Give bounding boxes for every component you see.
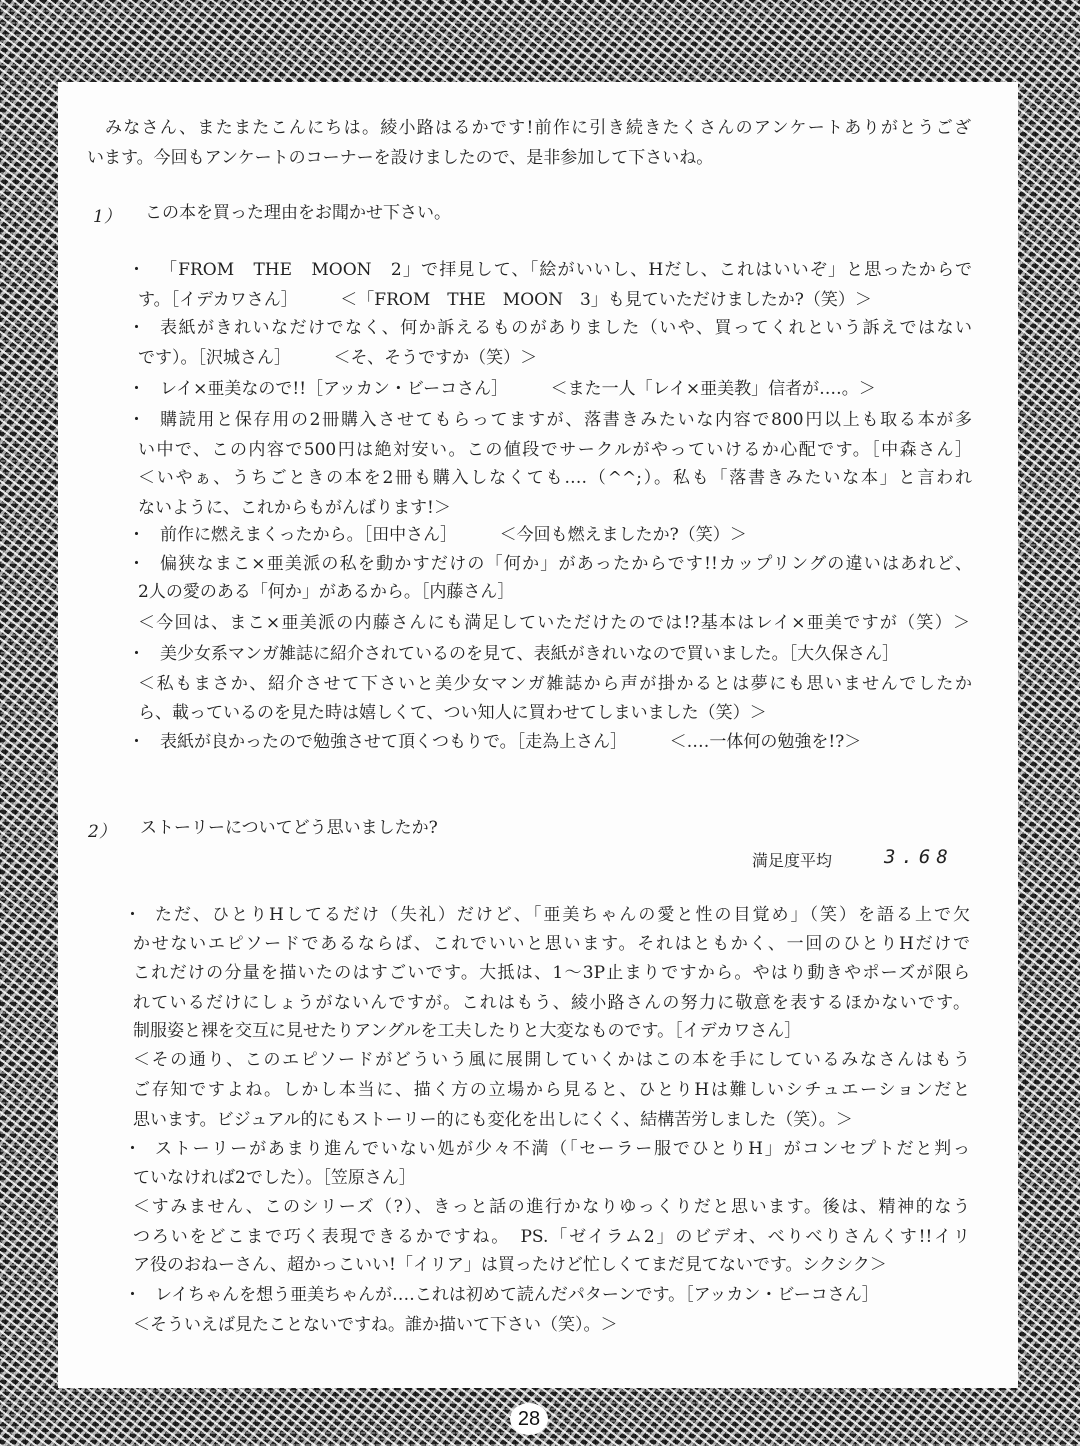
bullet: ・	[128, 379, 145, 399]
satisfaction-label: 満足度平均	[752, 851, 833, 870]
answer-line: す。［イデカワさん］ ＜「FROM THE MOON 3」も見ていただけましたか?（笑）＞	[138, 290, 872, 310]
answer-line: れているだけにしょうがないんですが。これはもう、綾小路さんの努力に敬意を表するほかないです。	[133, 993, 970, 1013]
answer-line: 美少女系マンガ雑誌に紹介されているのを見て、表紙がきれいなので買いました。［大久保さん］	[160, 644, 900, 664]
answer-line: 表紙がきれいなだけでなく、何か訴えるものがありました（いや、買ってくれという訴えではない	[160, 318, 972, 338]
answer-line: 前作に燃えまくったから。［田中さん］ ＜今回も燃えましたか?（笑）＞	[160, 525, 747, 545]
bullet: ・	[124, 1285, 141, 1305]
intro-line: みなさん、またまたこんにちは。綾小路はるかです!前作に引き続きたくさんのアンケートありがとうござ	[105, 118, 971, 138]
comment-line: ＜その通り、このエピソードがどういう風に展開していくかはこの本を手にしているみなさんはもう	[133, 1050, 970, 1070]
comment-line: ら、載っているのを見た時は嬉しくて、つい知人に買わせてしまいました（笑）＞	[138, 703, 767, 723]
answer-line: ストーリーがあまり進んでいない処が少々不満（「セーラー服でひとりH」がコンセプトだと判っ	[155, 1139, 970, 1159]
answer-line: 購読用と保存用の2冊購入させてもらってますが、落書きみたいな内容で800円以上も取る本が多	[160, 410, 972, 430]
question-number: 2）	[88, 822, 116, 842]
comment-line: ＜そういえば見たことないですね。誰か描いて下さい（笑）。＞	[133, 1315, 618, 1335]
answer-line: 表紙が良かったので勉強させて頂くつもりで。［走為上さん］ ＜‥‥一体何の勉強を!?＞	[160, 732, 862, 752]
comment-line: 思います。ビジュアル的にもストーリー的にも変化を出しにくく、結構苦労しました（笑）。＞	[133, 1110, 853, 1130]
question-number: 1）	[93, 207, 121, 227]
bullet: ・	[124, 905, 141, 925]
bullet: ・	[128, 260, 145, 280]
bullet: ・	[128, 525, 145, 545]
question-text: ストーリーについてどう思いましたか?	[140, 818, 438, 838]
answer-line: 制服姿と裸を交互に見せたりアングルを工夫したりと大変なものです。［イデカワさん］	[133, 1021, 802, 1041]
answer-line: かせないエピソードであるならば、これでいいと思います。それはともかく、一回のひとりHだけで	[133, 934, 970, 954]
question-text: この本を買った理由をお聞かせ下さい。	[145, 203, 451, 223]
bullet: ・	[128, 554, 145, 574]
page-number: 28	[510, 1403, 548, 1435]
answer-line: 偏狭なまこ×亜美派の私を動かすだけの「何か」があったからです!!カップリングの違いはあれど、	[160, 554, 972, 574]
answer-line: 「FROM THE MOON 2」で拝見して、「絵がいいし、Hだし、これはいいぞ」と思ったからで	[160, 260, 972, 280]
bullet: ・	[128, 644, 145, 664]
answer-line: レイちゃんを想う亜美ちゃんが‥‥これは初めて読んだパターンです。［アッカン・ビーコさん］	[155, 1285, 879, 1305]
answer-line: ただ、ひとりHしてるだけ（失礼）だけど、「亜美ちゃんの愛と性の目覚め」（笑）を語る上で欠	[155, 905, 970, 925]
answer-line: ていなければ2でした）。［笠原さん］	[133, 1168, 416, 1188]
answer-line: い中で、この内容で500円は絶対安い。この値段でサークルがやっていけるか心配です。［中森さん］	[138, 440, 972, 460]
answer-line: 2人の愛のある「何か」があるから。［内藤さん］	[138, 582, 515, 602]
comment-line: ア役のおねーさん、超かっこいい!「イリア」は買ったけど忙しくてまだ見てないです。シクシク＞	[133, 1255, 887, 1275]
comment-line: ＜いやぁ、うちごときの本を2冊も購入しなくても‥‥（^^;）。私も「落書きみたいな本」と言われ	[138, 468, 972, 488]
answer-line: これだけの分量を描いたのはすごいです。大抵は、1〜3P止まりですから。やはり動きやポーズが限ら	[133, 963, 970, 983]
satisfaction-value: 3.68	[884, 846, 954, 868]
bullet: ・	[128, 318, 145, 338]
comment-line: ご存知ですよね。しかし本当に、描く方の立場から見ると、ひとりHは難しいシチュエーションだと	[133, 1080, 970, 1100]
bullet: ・	[124, 1139, 141, 1159]
comment-line: ないように、これからもがんばります!＞	[138, 498, 451, 518]
answer-line: です）。［沢城さん］ ＜そ、そうですか（笑）＞	[138, 348, 538, 368]
comment-line: ＜私もまさか、紹介させて下さいと美少女マンガ雑誌から声が掛かるとは夢にも思いませんでしたか	[138, 674, 972, 694]
intro-line: います。今回もアンケートのコーナーを設けましたので、是非参加して下さいね。	[87, 148, 714, 168]
comment-line: ＜すみません、このシリーズ（?）、きっと話の進行かなりゆっくりだと思います。後は、精神的なう	[133, 1197, 970, 1217]
bullet: ・	[128, 732, 145, 752]
comment-line: ＜今回は、まこ×亜美派の内藤さんにも満足していただけたのでは!?基本はレイ×亜美ですが（笑）＞	[138, 613, 970, 633]
comment-line: つろいをどこまで巧く表現できるかですね。 PS.「ゼイラム2」のビデオ、べりべりさんくす!!イリ	[133, 1227, 970, 1247]
answer-line: レイ×亜美なので!!［アッカン・ビーコさん］ ＜また一人「レイ×亜美教」信者が‥‥。＞	[160, 379, 876, 399]
bullet: ・	[128, 410, 145, 430]
